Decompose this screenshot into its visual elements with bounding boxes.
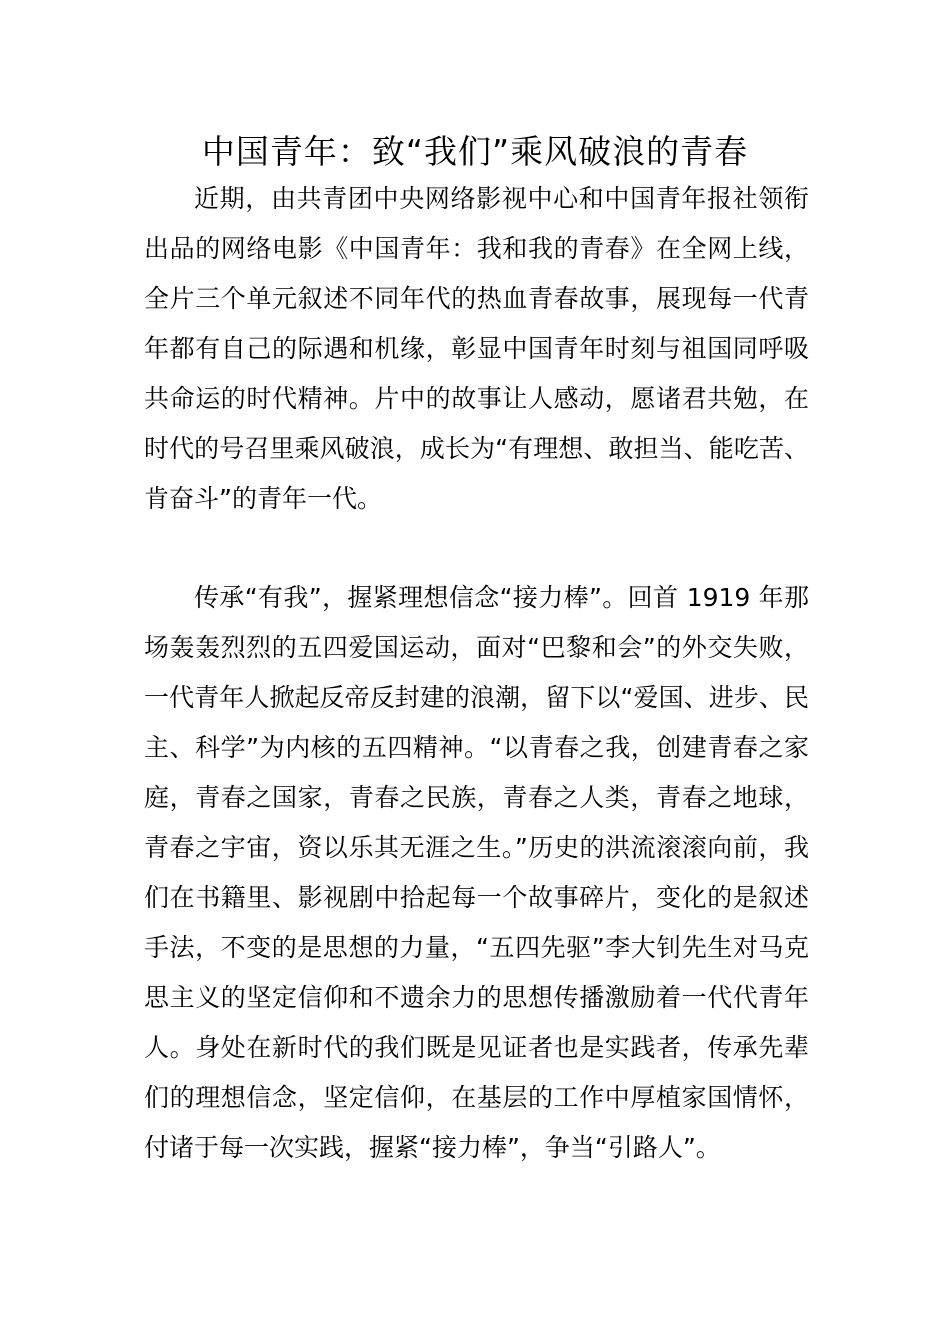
paragraph-inheritance: 传承“有我”，握紧理想信念“接力棒”。回首 1919 年那场轰轰烈烈的五四爱国运动，面对“巴黎和会”的外交失败，一代青年人掀起反帝反封建的浪潮，留下以“爱国、进步、民主、科学”为内核的五四精神。“以青春之我，创建青春之家庭，青春之国家，青春之民族，青春之人类，青春之地球，青春之宇宙，资以乐其无涯之生。”历史的洪流滚滚向前，我们在书籍里、影视剧中拾起每一个故事碎片，变化的是叙述手法，不变的是思想的力量，“五四先驱”李大钊先生对马克思主义的坚定信仰和不遗余力的思想传播激励着一代代青年人。身处在新时代的我们既是见证者也是实践者，传承先辈们的理想信念，坚定信仰，在基层的工作中厚植家国情怀，付诸于每一次实践，握紧“接力棒”，争当“引路人”。 xyxy=(144,583,809,1162)
document-title: 中国青年：致“我们”乘风破浪的青春 xyxy=(201,132,749,171)
paragraph-intro: 近期，由共青团中央网络影视中心和中国青年报社领衔出品的网络电影《中国青年：我和我的青春》在全网上线，全片三个单元叙述不同年代的热血青春故事，展现每一代青年都有自己的际遇和机缘，彰显中国青年时刻与祖国同呼吸共命运的时代精神。片中的故事让人感动，愿诸君共勉，在时代的号召里乘风破浪，成长为“有理想、敢担当、能吃苦、肯奋斗”的青年一代。 xyxy=(144,184,809,513)
